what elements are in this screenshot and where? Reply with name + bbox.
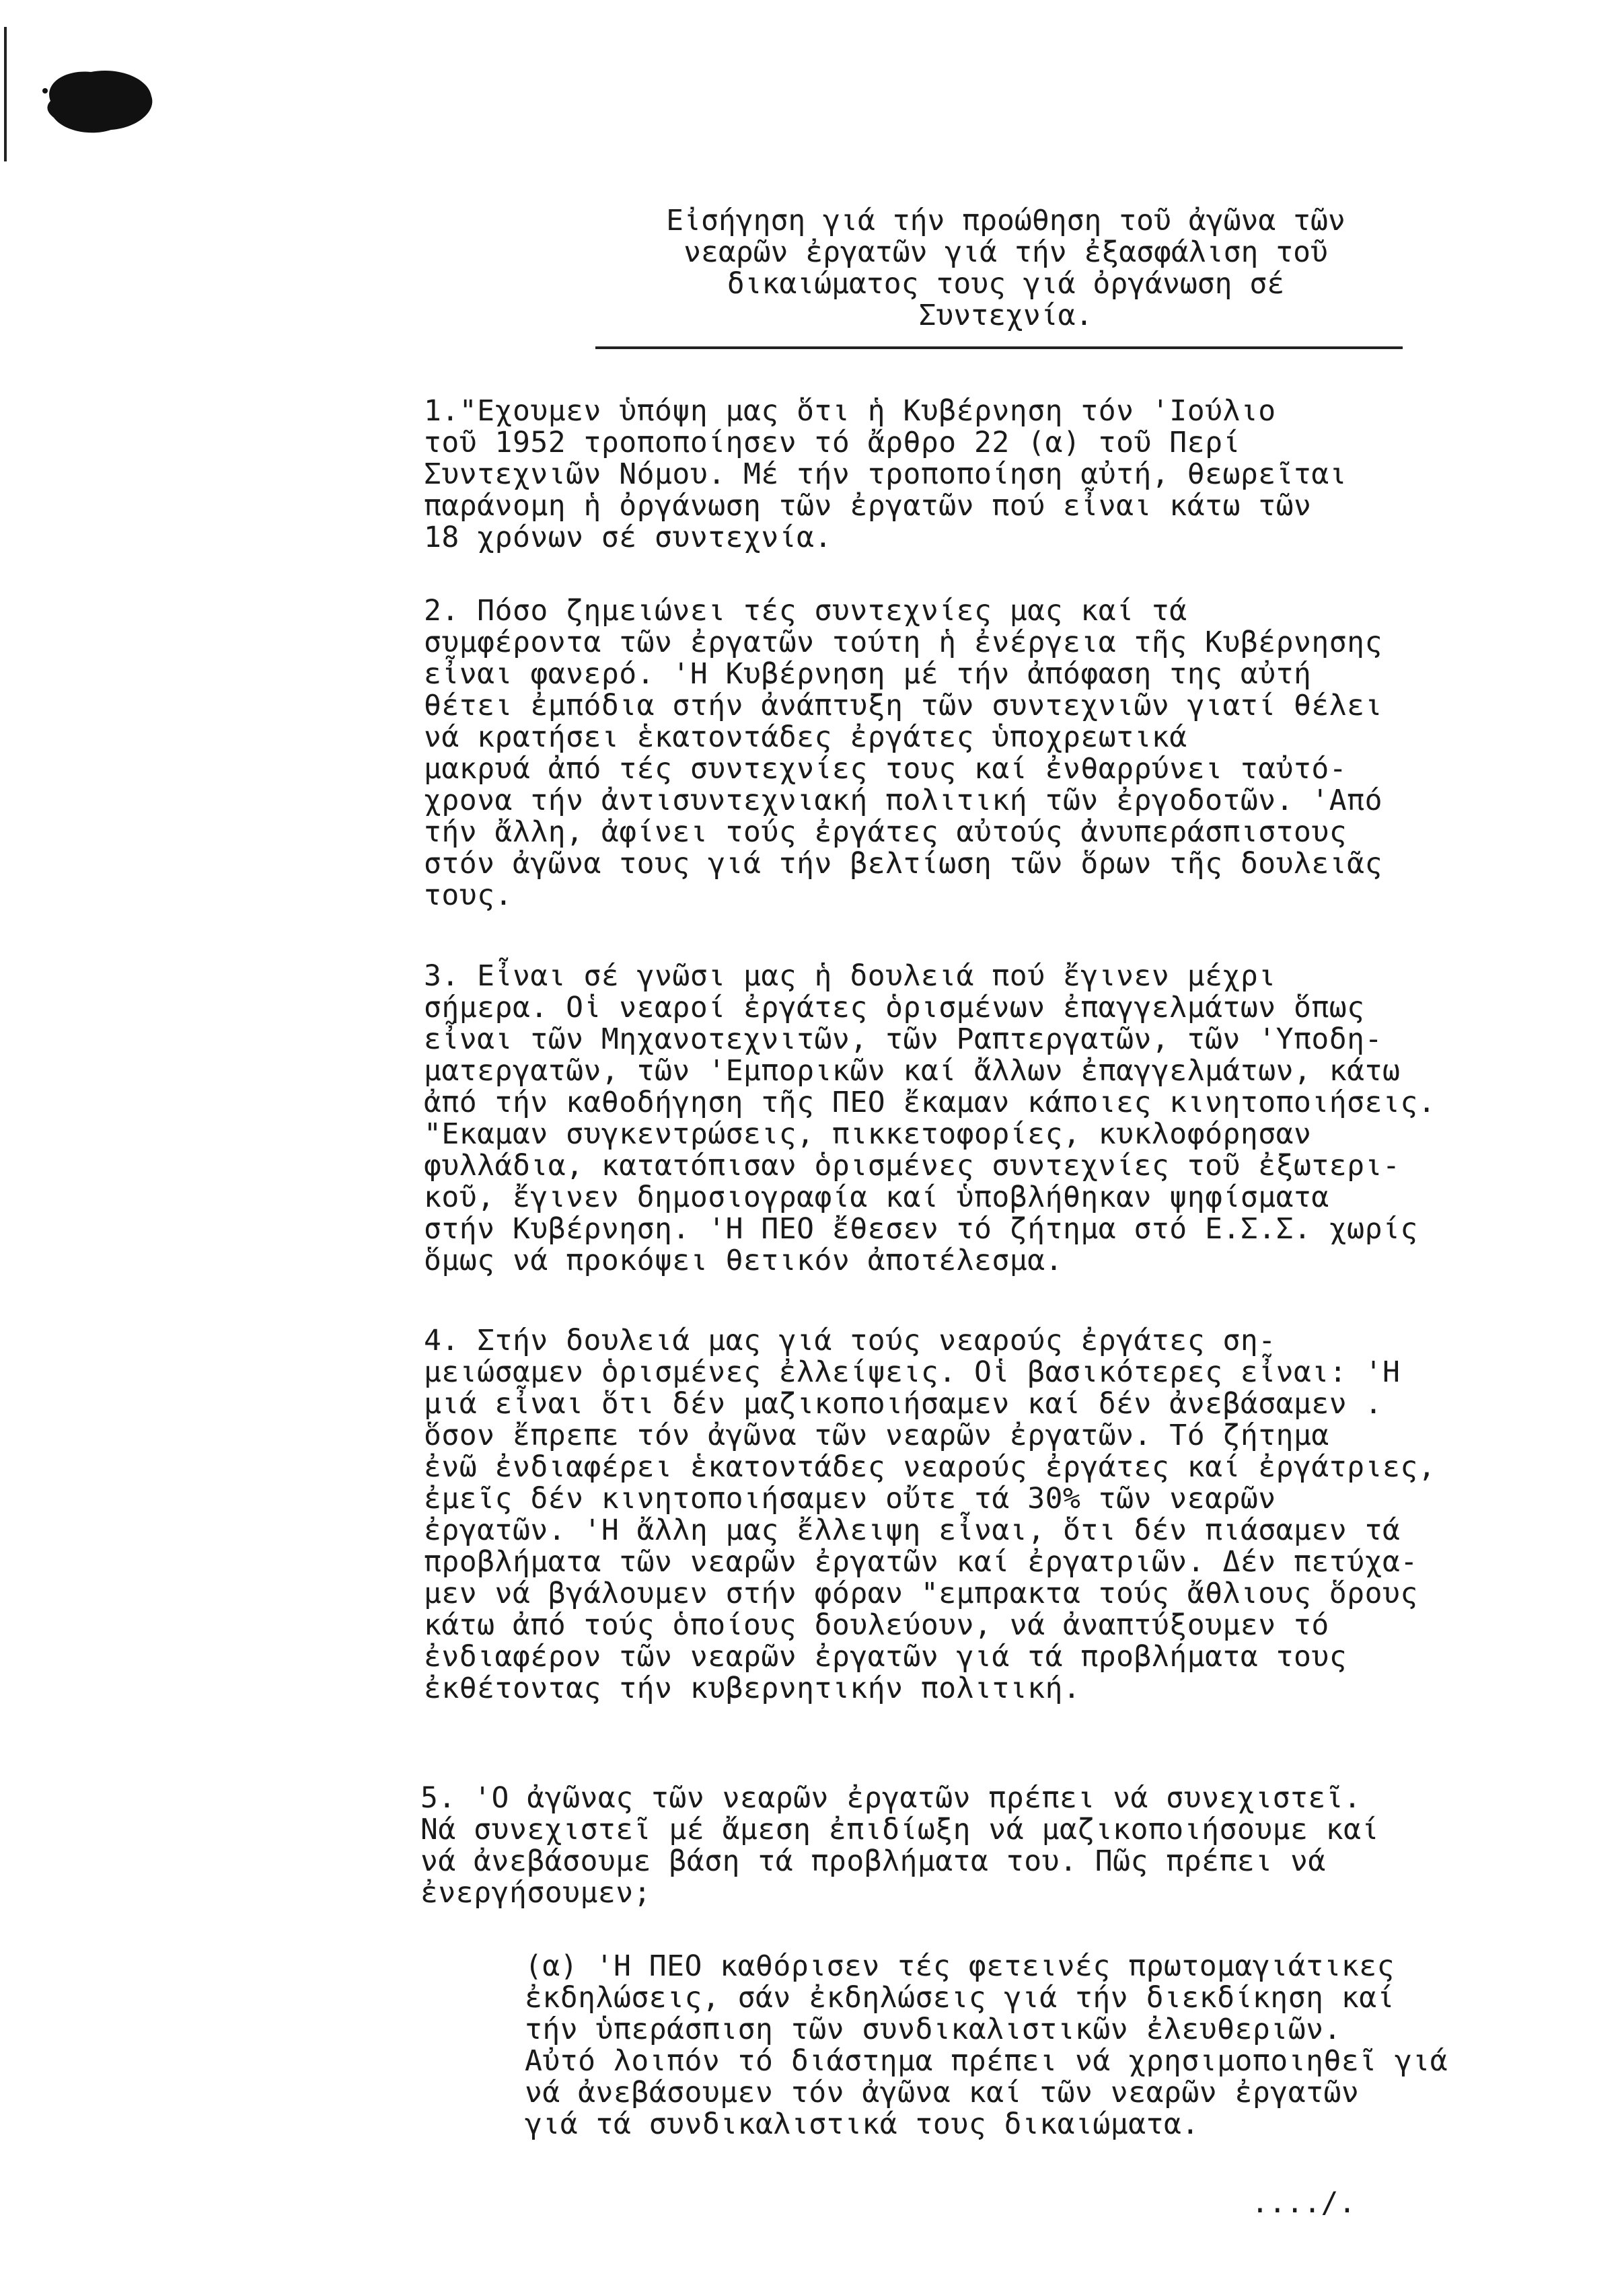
text-line: σήμερα. Οἱ νεαροί ἐργάτες ὁρισμένων ἐπαγγελμάτων ὅπως bbox=[424, 991, 1365, 1024]
text-line: συμφέροντα τῶν ἐργατῶν τούτη ἡ ἐνέργεια τῆς Κυβέρνησης bbox=[424, 626, 1382, 659]
binding-edge-line bbox=[4, 27, 7, 161]
text-line: ἐμεῖς δέν κινητοποιήσαμεν οὔτε τά 30% τῶν νεαρῶν bbox=[424, 1482, 1276, 1515]
text-line: 1."Εχουμεν ὑπόψη μας ὅτι ἡ Κυβέρνηση τόν 'Ιούλιο bbox=[424, 394, 1276, 428]
title-line: Εἰσήγηση γιά τήν προώθηση τοῦ ἀγῶνα τῶν bbox=[666, 204, 1345, 237]
paragraph-5 bbox=[420, 1783, 1379, 1909]
text-line: 18 χρόνων σέ συντεχνία. bbox=[424, 521, 832, 554]
text-line: 3. Εἶναι σέ γνῶσι μας ἡ δουλειά πού ἔγινεν μέχρι bbox=[424, 959, 1276, 993]
text-line: κάτω ἀπό τούς ὁποίους δουλεύουν, νά ἀναπτύξουμεν τό bbox=[424, 1608, 1329, 1642]
text-line: εἶναι φανερό. 'Η Κυβέρνηση μέ τήν ἀπόφαση της αὐτή bbox=[424, 657, 1312, 691]
text-line: Νά συνεχιστεῖ μέ ἄμεση ἐπιδίωξη νά μαζικοποιήσουμε καί bbox=[420, 1813, 1379, 1846]
title-line: Συντεχνία. bbox=[918, 299, 1093, 332]
text-line: στήν Κυβέρνηση. 'Η ΠΕΟ ἔθεσεν τό ζήτημα στό Ε.Σ.Σ. χωρίς bbox=[424, 1212, 1418, 1246]
text-line: φυλλάδια, κατατόπισαν ὁρισμένες συντεχνίες τοῦ ἐξωτερι- bbox=[424, 1149, 1401, 1183]
text-line: ἐνῶ ἐνδιαφέρει ἑκατοντάδες νεαρούς ἐργάτες καί ἐργάτριες, bbox=[424, 1450, 1436, 1484]
text-line: ἐκδηλώσεις, σάν ἐκδηλώσεις γιά τήν διεκδίκηση καί bbox=[525, 1981, 1395, 2015]
text-line: τοῦ 1952 τροποποίησεν τό ἄρθρο 22 (α) τοῦ Περί bbox=[424, 426, 1241, 459]
text-line: Αὐτό λοιπόν τό διάστημα πρέπει νά χρησιμοποιηθεῖ γιά bbox=[525, 2044, 1448, 2078]
text-line: στόν ἀγῶνα τους γιά τήν βελτίωση τῶν ὅρων τῆς δουλειᾶς bbox=[424, 847, 1382, 881]
text-line: τήν ὑπεράσπιση τῶν συνδικαλιστικῶν ἐλευθεριῶν. bbox=[525, 2013, 1341, 2046]
text-line: κοῦ, ἔγινεν δημοσιογραφία καί ὑποβλήθηκαν ψηφίσματα bbox=[424, 1181, 1329, 1214]
text-line: προβλήματα τῶν νεαρῶν ἐργατῶν καί ἐργατριῶν. Δέν πετύχα- bbox=[424, 1545, 1418, 1579]
text-line: ἀπό τήν καθοδήγηση τῆς ΠΕΟ ἔκαμαν κάποιες κινητοποιήσεις. bbox=[424, 1086, 1436, 1119]
text-line: μακρυά ἀπό τές συντεχνίες τους καί ἐνθαρρύνει ταὐτό- bbox=[424, 752, 1348, 786]
paragraph-5a bbox=[525, 1951, 1448, 2140]
text-line: ματεργατῶν, τῶν 'Εμπορικῶν καί ἄλλων ἐπαγγελμάτων, κάτω bbox=[424, 1054, 1401, 1088]
continuation-mark: ..../. bbox=[1251, 2186, 1356, 2220]
text-line: μεν νά βγάλουμεν στήν φόραν "εμπρακτα τούς ἄθλιους ὅρους bbox=[424, 1577, 1418, 1610]
text-line: παράνομη ἡ ὀργάνωση τῶν ἐργατῶν πού εἶναι κάτω τῶν bbox=[424, 489, 1312, 523]
text-line: ἐνδιαφέρον τῶν νεαρῶν ἐργατῶν γιά τά προβλήματα τους bbox=[424, 1640, 1348, 1674]
text-line: εἶναι τῶν Μηχανοτεχνιτῶν, τῶν Ραπτεργατῶν, τῶν 'Υποδη- bbox=[424, 1022, 1382, 1056]
text-line: 5. 'Ο ἀγῶνας τῶν νεαρῶν ἐργατῶν πρέπει νά συνεχιστεῖ. bbox=[420, 1781, 1362, 1815]
text-line: νά ἀνεβάσουμεν τόν ἀγῶνα καί τῶν νεαρῶν ἐργατῶν bbox=[525, 2076, 1360, 2109]
text-line: θέτει ἐμπόδια στήν ἀνάπτυξη τῶν συντεχνιῶν γιατί θέλει bbox=[424, 689, 1382, 722]
text-line: Συντεχνιῶν Νόμου. Μέ τήν τροποποίηση αὐτή, θεωρεῖται bbox=[424, 457, 1348, 491]
text-line: νά κρατήσει ἑκατοντάδες ἐργάτες ὑποχρεωτικά bbox=[424, 720, 1187, 754]
text-line: τήν ἄλλη, ἀφίνει τούς ἐργάτες αὐτούς ἀνυπεράσπιστους bbox=[424, 815, 1348, 849]
title-underline bbox=[595, 346, 1403, 349]
title-line: δικαιώματος τους γιά ὀργάνωση σέ bbox=[727, 267, 1285, 301]
text-line: ὅσον ἔπρεπε τόν ἀγῶνα τῶν νεαρῶν ἐργατῶν. Τό ζήτημα bbox=[424, 1419, 1329, 1452]
text-line: μιά εἶναι ὅτι δέν μαζικοποιήσαμεν καί δέν ἀνεβάσαμεν . bbox=[424, 1387, 1382, 1421]
text-line: (α) 'Η ΠΕΟ καθόρισεν τές φετεινές πρωτομαγιάτικες bbox=[525, 1949, 1395, 1983]
paragraph-3 bbox=[424, 961, 1436, 1277]
ink-blot-mark bbox=[37, 64, 158, 138]
paragraph-1 bbox=[424, 396, 1347, 554]
paragraph-2 bbox=[424, 595, 1382, 911]
text-line: ἐργατῶν. 'Η ἄλλη μας ἔλλειψη εἶναι, ὅτι δέν πιάσαμεν τά bbox=[424, 1513, 1401, 1547]
text-line: ὅμως νά προκόψει θετικόν ἀποτέλεσμα. bbox=[424, 1244, 1063, 1277]
text-line: ἐνεργήσουμεν; bbox=[420, 1876, 652, 1910]
text-line: μειώσαμεν ὁρισμένες ἐλλείψεις. Οἱ βασικότερες εἶναι: 'Η bbox=[424, 1355, 1401, 1389]
title-line: νεαρῶν ἐργατῶν γιά τήν ἐξασφάλιση τοῦ bbox=[684, 235, 1328, 269]
text-line: ἐκθέτοντας τήν κυβερνητικήν πολιτική. bbox=[424, 1672, 1081, 1705]
text-line: "Εκαμαν συγκεντρώσεις, πικκετοφορίες, κυκλοφόρησαν bbox=[424, 1117, 1312, 1151]
text-line: γιά τά συνδικαλιστικά τους δικαιώματα. bbox=[525, 2107, 1199, 2141]
paragraph-4 bbox=[424, 1325, 1436, 1705]
text-line: 4. Στήν δουλειά μας γιά τούς νεαρούς ἐργάτες ση- bbox=[424, 1324, 1276, 1357]
document-title bbox=[592, 205, 1419, 332]
text-line: νά ἀνεβάσουμε βάση τά προβλήματα του. Πῶς πρέπει νά bbox=[420, 1844, 1326, 1878]
text-line: χρονα τήν ἀντισυντεχνιακή πολιτική τῶν ἐργοδοτῶν. 'Από bbox=[424, 784, 1382, 817]
text-line: τους. bbox=[424, 878, 513, 912]
text-line: 2. Πόσο ζημειώνει τές συντεχνίες μας καί τά bbox=[424, 594, 1187, 628]
